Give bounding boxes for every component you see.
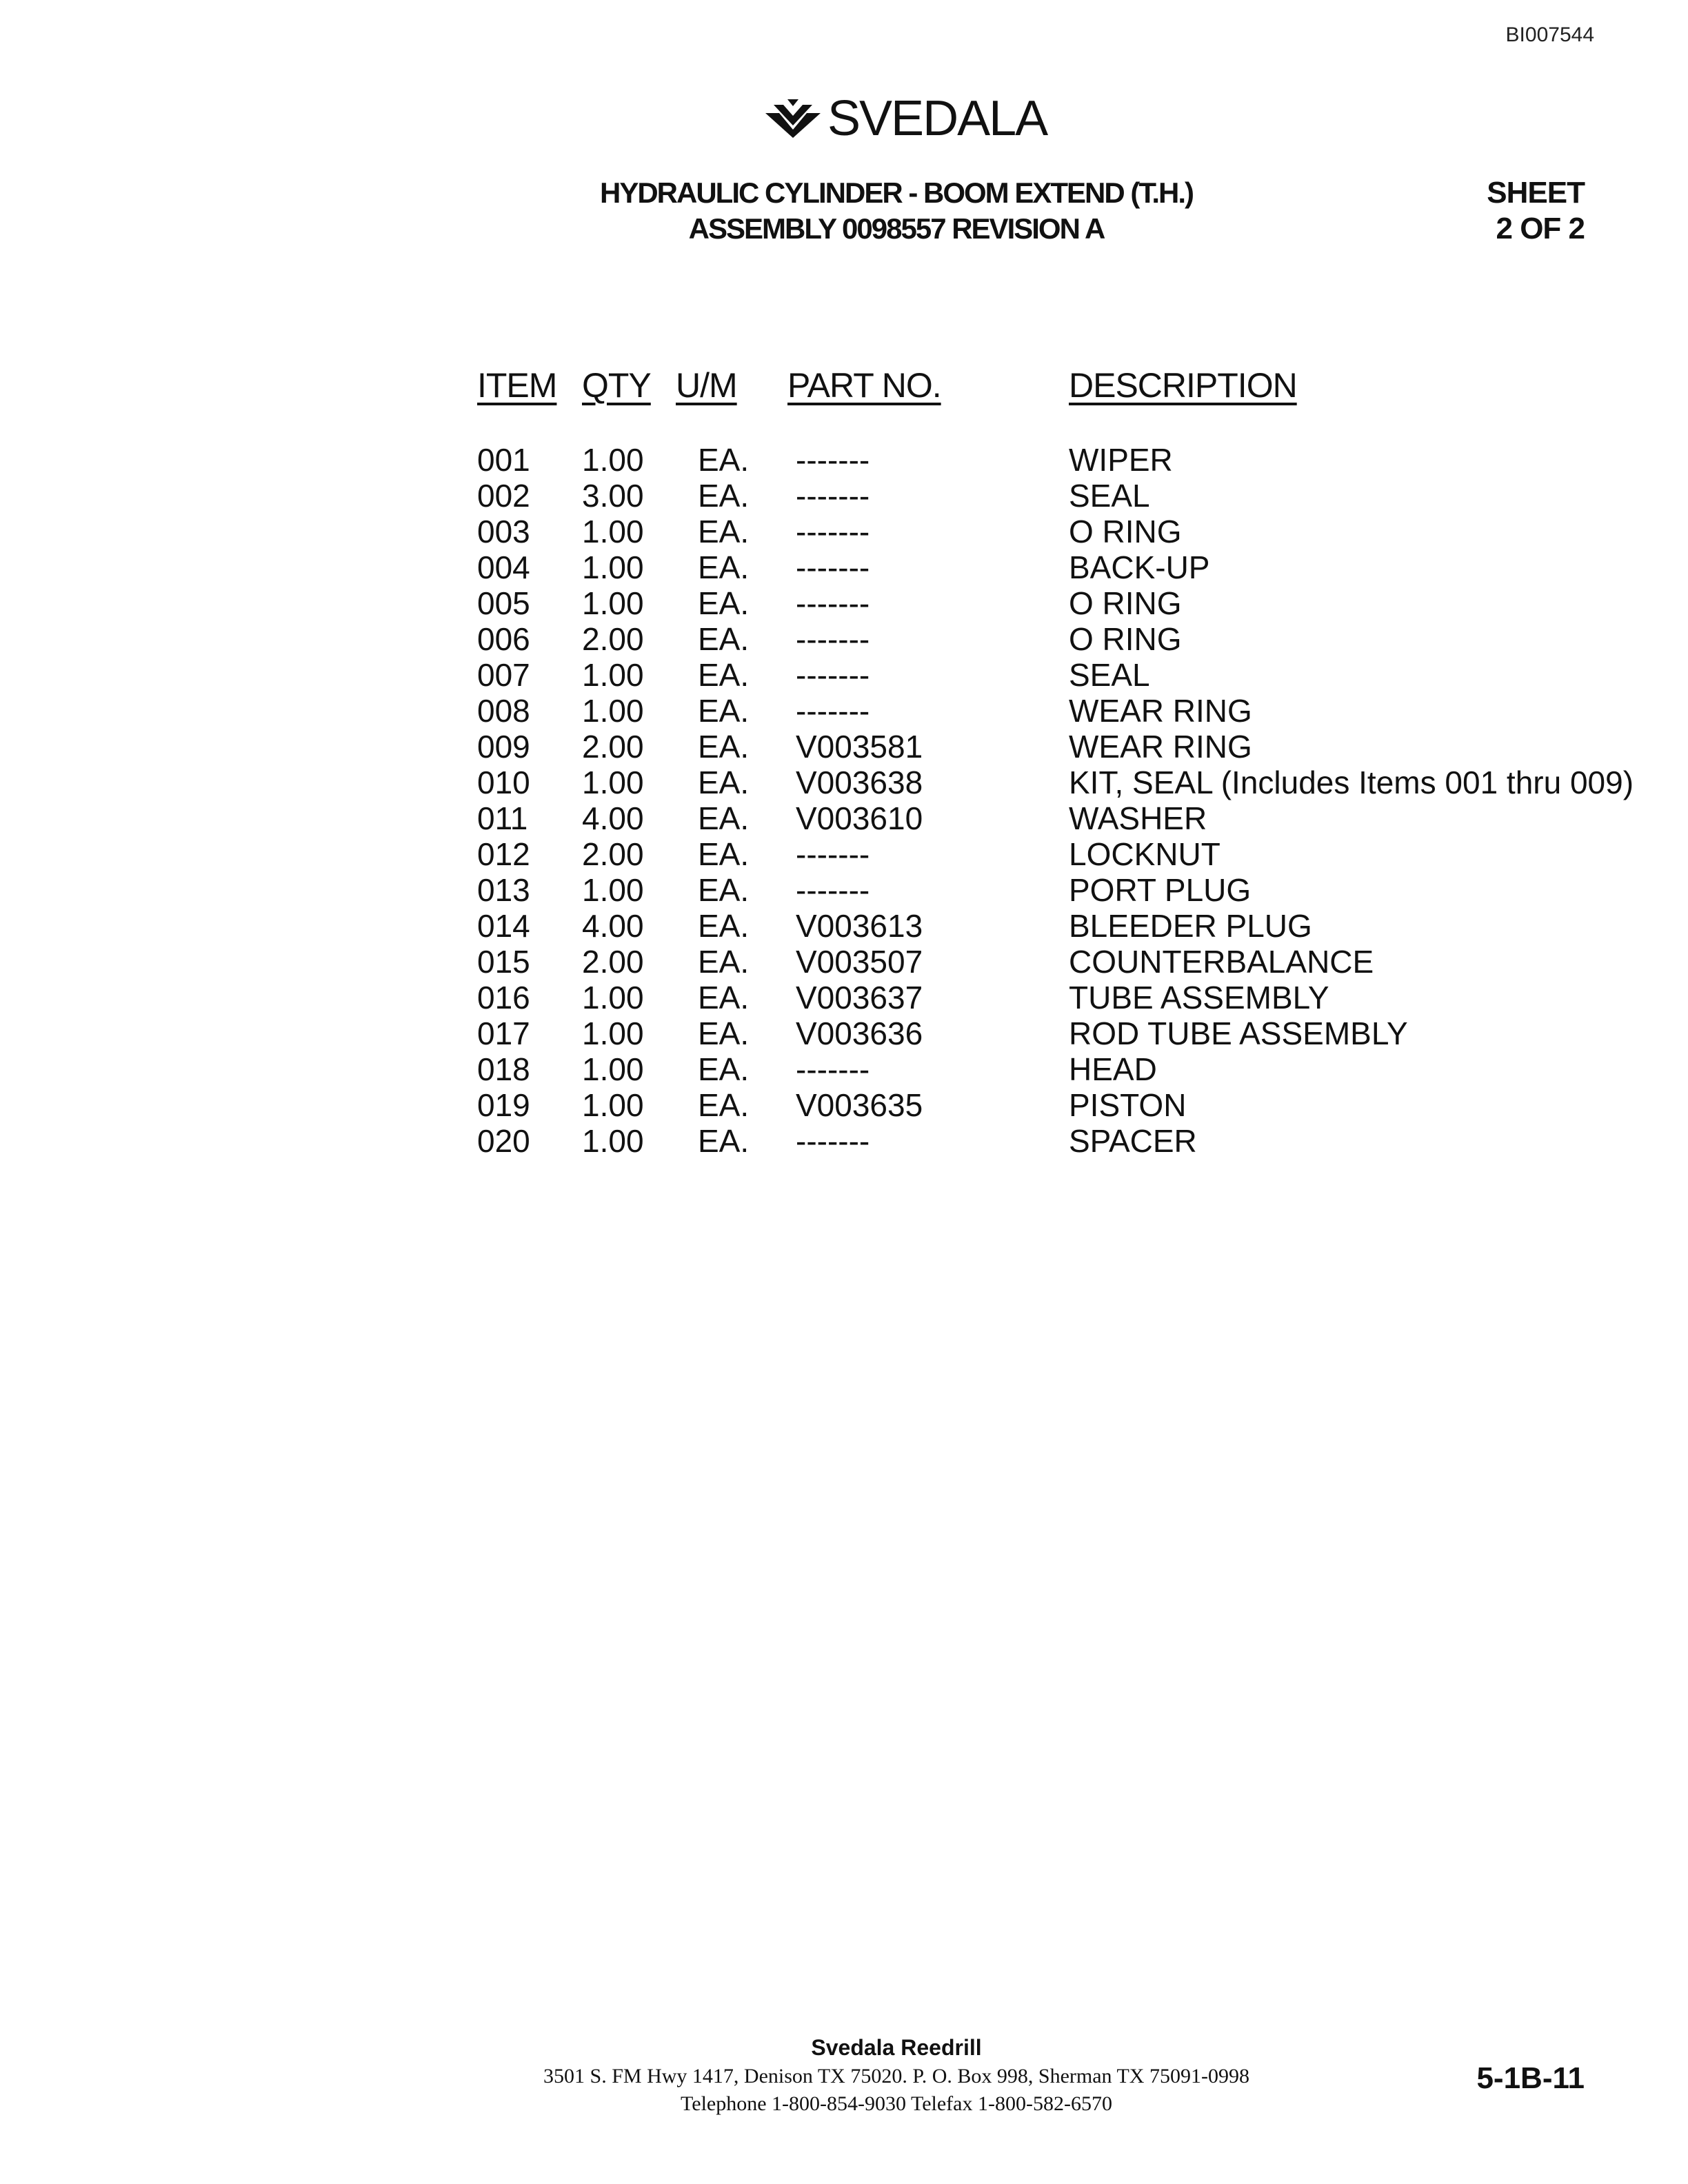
table-row xyxy=(477,764,1636,800)
cell-item: 009 xyxy=(477,729,530,765)
table-row xyxy=(477,836,1636,871)
cell-item: 015 xyxy=(477,944,530,980)
sheet-label: SHEET xyxy=(1487,176,1585,210)
cell-part-no: V003610 xyxy=(796,800,923,836)
header-qty: QTY xyxy=(582,366,651,405)
cell-part-no: ------- xyxy=(796,585,870,621)
cell-part-no: V003638 xyxy=(796,765,923,800)
cell-um: EA. xyxy=(698,478,750,514)
cell-um: EA. xyxy=(698,980,750,1015)
table-row xyxy=(477,1051,1636,1086)
cell-qty: 2.00 xyxy=(582,836,644,872)
document-id: BI007544 xyxy=(1505,23,1594,46)
cell-part-no: ------- xyxy=(796,836,870,872)
cell-part-no: ------- xyxy=(796,442,870,478)
cell-description: SEAL xyxy=(1069,478,1150,514)
cell-description: COUNTERBALANCE xyxy=(1069,944,1374,980)
table-row xyxy=(477,979,1636,1015)
table-row xyxy=(477,549,1636,585)
cell-part-no: ------- xyxy=(796,621,870,657)
cell-item: 008 xyxy=(477,693,530,729)
cell-description: SEAL xyxy=(1069,657,1150,693)
cell-description: O RING xyxy=(1069,621,1182,657)
cell-qty: 1.00 xyxy=(582,693,644,729)
cell-qty: 1.00 xyxy=(582,657,644,693)
cell-description: PISTON xyxy=(1069,1087,1187,1123)
header-description: DESCRIPTION xyxy=(1069,366,1297,405)
cell-qty: 3.00 xyxy=(582,478,644,514)
cell-item: 018 xyxy=(477,1051,530,1087)
cell-um: EA. xyxy=(698,442,750,478)
cell-um: EA. xyxy=(698,729,750,765)
cell-description: BACK-UP xyxy=(1069,549,1210,585)
cell-item: 012 xyxy=(477,836,530,872)
table-row xyxy=(477,692,1636,728)
svedala-logo-icon xyxy=(764,98,822,139)
cell-part-no: ------- xyxy=(796,872,870,908)
table-row xyxy=(477,620,1636,656)
cell-description: O RING xyxy=(1069,514,1182,549)
cell-description: ROD TUBE ASSEMBLY xyxy=(1069,1015,1408,1051)
cell-part-no: ------- xyxy=(796,1051,870,1087)
cell-part-no: ------- xyxy=(796,1123,870,1159)
table-row xyxy=(477,441,1636,477)
cell-um: EA. xyxy=(698,1087,750,1123)
cell-item: 003 xyxy=(477,514,530,549)
cell-qty: 2.00 xyxy=(582,621,644,657)
cell-qty: 1.00 xyxy=(582,1087,644,1123)
table-row xyxy=(477,513,1636,549)
cell-item: 013 xyxy=(477,872,530,908)
title-line-2: ASSEMBLY 0098557 REVISION A xyxy=(688,212,1105,245)
cell-qty: 1.00 xyxy=(582,1123,644,1159)
table-row xyxy=(477,907,1636,943)
cell-description: PORT PLUG xyxy=(1069,872,1252,908)
cell-qty: 1.00 xyxy=(582,549,644,585)
cell-qty: 1.00 xyxy=(582,1051,644,1087)
cell-item: 019 xyxy=(477,1087,530,1123)
cell-item: 014 xyxy=(477,908,530,944)
footer-company: Svedala Reedrill xyxy=(811,2035,982,2060)
table-row xyxy=(477,943,1636,979)
cell-item: 006 xyxy=(477,621,530,657)
cell-description: WEAR RING xyxy=(1069,693,1252,729)
cell-item: 007 xyxy=(477,657,530,693)
cell-part-no: ------- xyxy=(796,657,870,693)
table-body xyxy=(477,441,1636,1158)
sheet-value: 2 OF 2 xyxy=(1496,212,1585,245)
cell-um: EA. xyxy=(698,1123,750,1159)
footer-phone: Telephone 1-800-854-9030 Telefax 1-800-582-6570 xyxy=(681,2092,1112,2115)
cell-description: BLEEDER PLUG xyxy=(1069,908,1312,944)
cell-part-no: V003507 xyxy=(796,944,923,980)
table-row xyxy=(477,728,1636,764)
table-row xyxy=(477,585,1636,620)
cell-qty: 1.00 xyxy=(582,765,644,800)
cell-item: 005 xyxy=(477,585,530,621)
header-part-no: PART NO. xyxy=(787,366,941,405)
cell-description: TUBE ASSEMBLY xyxy=(1069,980,1329,1015)
cell-item: 020 xyxy=(477,1123,530,1159)
page-number: 5-1B-11 xyxy=(1476,2061,1585,2095)
table-row xyxy=(477,477,1636,513)
table-row xyxy=(477,871,1636,907)
cell-um: EA. xyxy=(698,1051,750,1087)
cell-item: 010 xyxy=(477,765,530,800)
cell-part-no: V003636 xyxy=(796,1015,923,1051)
cell-part-no: ------- xyxy=(796,549,870,585)
cell-um: EA. xyxy=(698,621,750,657)
cell-part-no: ------- xyxy=(796,514,870,549)
cell-qty: 1.00 xyxy=(582,585,644,621)
cell-qty: 1.00 xyxy=(582,872,644,908)
cell-description: O RING xyxy=(1069,585,1182,621)
header-um: U/M xyxy=(676,366,737,405)
cell-part-no: V003613 xyxy=(796,908,923,944)
footer-address: 3501 S. FM Hwy 1417, Denison TX 75020. P. O. Box 998, Sherman TX 75091-0998 xyxy=(543,2065,1249,2087)
parts-table xyxy=(477,365,1636,1158)
cell-part-no: V003637 xyxy=(796,980,923,1015)
cell-qty: 4.00 xyxy=(582,908,644,944)
sheet-indicator xyxy=(1487,175,1585,247)
footer xyxy=(345,2032,1448,2118)
cell-um: EA. xyxy=(698,1015,750,1051)
cell-um: EA. xyxy=(698,693,750,729)
cell-item: 004 xyxy=(477,549,530,585)
cell-um: EA. xyxy=(698,944,750,980)
cell-qty: 4.00 xyxy=(582,800,644,836)
table-row xyxy=(477,1122,1636,1158)
cell-qty: 2.00 xyxy=(582,729,644,765)
cell-qty: 2.00 xyxy=(582,944,644,980)
cell-part-no: V003581 xyxy=(796,729,923,765)
cell-um: EA. xyxy=(698,585,750,621)
cell-part-no: ------- xyxy=(796,693,870,729)
cell-item: 016 xyxy=(477,980,530,1015)
cell-um: EA. xyxy=(698,800,750,836)
table-row xyxy=(477,656,1636,692)
cell-item: 017 xyxy=(477,1015,530,1051)
company-logo xyxy=(764,91,1047,146)
table-header xyxy=(477,365,1636,441)
table-row xyxy=(477,1086,1636,1122)
cell-um: EA. xyxy=(698,836,750,872)
cell-item: 001 xyxy=(477,442,530,478)
cell-description: LOCKNUT xyxy=(1069,836,1220,872)
cell-description: WIPER xyxy=(1069,442,1173,478)
cell-description: HEAD xyxy=(1069,1051,1157,1087)
cell-um: EA. xyxy=(698,765,750,800)
document-title xyxy=(345,175,1448,247)
cell-qty: 1.00 xyxy=(582,442,644,478)
cell-um: EA. xyxy=(698,872,750,908)
cell-um: EA. xyxy=(698,514,750,549)
header-item: ITEM xyxy=(477,366,557,405)
cell-qty: 1.00 xyxy=(582,514,644,549)
cell-um: EA. xyxy=(698,549,750,585)
cell-description: SPACER xyxy=(1069,1123,1197,1159)
cell-item: 011 xyxy=(477,800,528,836)
title-line-1: HYDRAULIC CYLINDER - BOOM EXTEND (T.H.) xyxy=(600,176,1193,209)
table-row xyxy=(477,800,1636,836)
cell-um: EA. xyxy=(698,657,750,693)
cell-qty: 1.00 xyxy=(582,980,644,1015)
cell-qty: 1.00 xyxy=(582,1015,644,1051)
cell-um: EA. xyxy=(698,908,750,944)
cell-description: WEAR RING xyxy=(1069,729,1252,765)
table-row xyxy=(477,1015,1636,1051)
cell-description: KIT, SEAL (Includes Items 001 thru 009) xyxy=(1069,765,1634,800)
cell-part-no: ------- xyxy=(796,478,870,514)
cell-item: 002 xyxy=(477,478,530,514)
cell-part-no: V003635 xyxy=(796,1087,923,1123)
logo-text: SVEDALA xyxy=(827,91,1047,146)
cell-description: WASHER xyxy=(1069,800,1207,836)
